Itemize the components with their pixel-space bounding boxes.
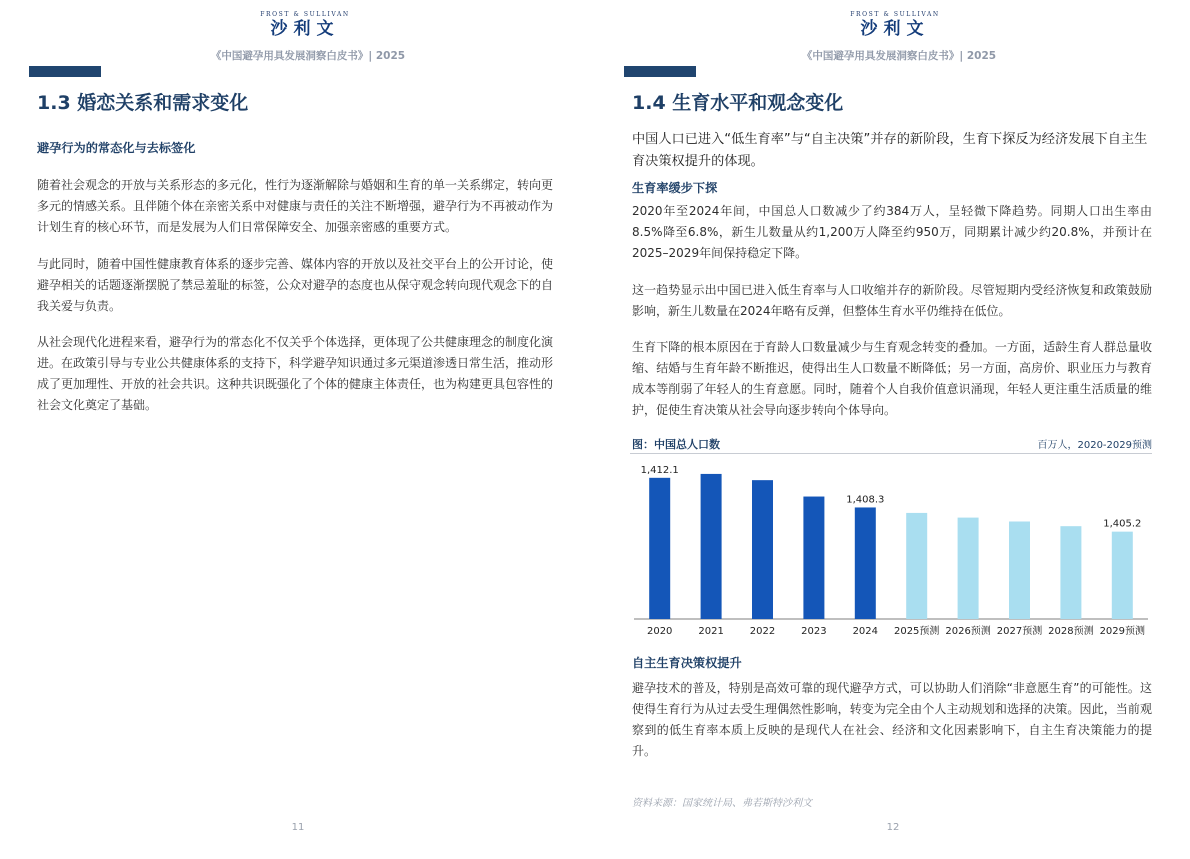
paragraph: 从社会现代化进程来看，避孕行为的常态化不仅关乎个体选择，更体现了公共健康理念的制度化演进。在政策引导与专业公共健康体系的支持下，科学避孕知识通过多元渠道渗透日常生活，推动形成了更加理性、开放的社会共识。这种共识既强化了个体的健康主体责任，也为构建更具包容性的社会文化奠定了基础。 — [37, 335, 554, 412]
section-accent-bar — [29, 66, 101, 77]
brand-english: FROST & SULLIVAN — [850, 11, 940, 18]
figure-title: 图：中国总人口数 — [632, 438, 720, 451]
page-number: 12 — [886, 822, 900, 833]
section-accent-bar — [624, 66, 696, 77]
bar-2029预测 — [1112, 532, 1133, 619]
report-title: 《中国避孕用具发展洞察白皮书》| 2025 — [210, 50, 406, 62]
bar-2028预测 — [1060, 526, 1081, 619]
paragraph: 与此同时，随着中国性健康教育体系的逐步完善、媒体内容的开放以及社交平台上的公开讨论，使避孕相关的话题逐渐摆脱了禁忌羞耻的标签，公众对避孕的态度也从保守观念转向现代观念下的自我关爱与负责。 — [37, 257, 554, 313]
bar-2021 — [701, 474, 722, 619]
x-tick-label: 2021 — [698, 626, 724, 637]
brand-chinese: 沙利文 — [860, 19, 930, 39]
figure-divider — [630, 453, 1152, 454]
subsection-title: 自主生育决策权提升 — [632, 656, 742, 670]
x-tick-label: 2023 — [801, 626, 827, 637]
bar-2022 — [752, 480, 773, 619]
paragraph: 避孕技术的普及，特别是高效可靠的现代避孕方式，可以协助人们消除“非意愿生育”的可能性。这使得生育行为从过去受生理偶然性影响，转变为完全由个人主动规划和选择的决策。因此，当前观察到的低生育率本质上反映的是现代人在社会、经济和文化因素影响下，自主生育决策能力的提升。 — [632, 681, 1152, 758]
data-label: 1,412.1 — [640, 464, 679, 476]
paragraph: 随着社会观念的开放与关系形态的多元化，性行为逐渐解除与婚姻和生育的单一关系绑定，转向更多元的情感关系。且伴随个体在亲密关系中对健康与责任的关注不断增强，避孕行为不再被动作为计划生育的核心环节，而是发展为人们日常保障安全、加强亲密感的重要方式。 — [37, 178, 554, 234]
paragraph: 2020年至2024年间，中国总人口数减少了约384万人，呈轻微下降趋势。同期人口出生率由8.5%降至6.8%，新生儿数量从约1,200万人降至约950万，同期累计减少约20.8%，并预计在2025–2029年间保持稳定下降。 — [632, 204, 1152, 260]
bar-2024 — [855, 507, 876, 619]
bar-2026预测 — [958, 518, 979, 619]
x-tick-label: 2027预测 — [996, 626, 1043, 637]
brand-logo — [795, 11, 995, 39]
bar-2025预测 — [906, 513, 927, 619]
x-tick-label: 2029预测 — [1099, 626, 1146, 637]
x-tick-label: 2025预测 — [893, 626, 940, 637]
brand-logo — [205, 11, 405, 39]
section-title: 1.4 生育水平和观念变化 — [632, 92, 844, 114]
figure-unit: 百万人，2020-2029预测 — [1037, 440, 1152, 451]
brand-english: FROST & SULLIVAN — [260, 11, 350, 18]
section-title: 1.3 婚恋关系和需求变化 — [37, 92, 249, 114]
bar-2023 — [803, 497, 824, 619]
report-title: 《中国避孕用具发展洞察白皮书》| 2025 — [801, 50, 997, 62]
data-label: 1,408.3 — [846, 494, 885, 506]
x-tick-label: 2024 — [852, 626, 879, 637]
bar-2020 — [649, 478, 670, 619]
x-tick-label: 2028预测 — [1048, 626, 1094, 637]
x-tick-label: 2022 — [749, 626, 776, 637]
subsection-title: 生育率缓步下探 — [632, 181, 718, 195]
population-bar-chart — [630, 455, 1152, 641]
subsection-title: 避孕行为的常态化与去标签化 — [37, 141, 196, 155]
x-tick-label: 2020 — [646, 626, 673, 637]
data-label: 1,405.2 — [1103, 518, 1142, 530]
paragraph: 这一趋势显示出中国已进入低生育率与人口收缩并存的新阶段。尽管短期内受经济恢复和政策鼓励影响，新生儿数量在2024年略有反弹，但整体生育水平仍维持在低位。 — [632, 283, 1152, 318]
brand-chinese: 沙利文 — [270, 19, 340, 39]
x-tick-label: 2026预测 — [945, 626, 991, 637]
paragraph: 生育下降的根本原因在于育龄人口数量减少与生育观念转变的叠加。一方面，适龄生育人群总量收缩、结婚与生育年龄不断推迟，使得出生人口数量不断降低；另一方面，高房价、职业压力与教育成本等削弱了年轻人的生育意愿。同时，随着个人自我价值意识涌现，年轻人更注重生活质量的维护，促使生育决策从社会导向逐步转向个体导向。 — [632, 340, 1152, 417]
page-number: 11 — [291, 822, 305, 833]
bar-2027预测 — [1009, 522, 1030, 620]
right-page — [595, 0, 1190, 859]
lead-paragraph: 中国人口已进入“低生育率”与“自主决策”并存的新阶段，生育下探反为经济发展下自主生育决策权提升的体现。 — [632, 132, 1148, 169]
source-note: 资料来源：国家统计局、弗若斯特沙利文 — [632, 798, 812, 809]
